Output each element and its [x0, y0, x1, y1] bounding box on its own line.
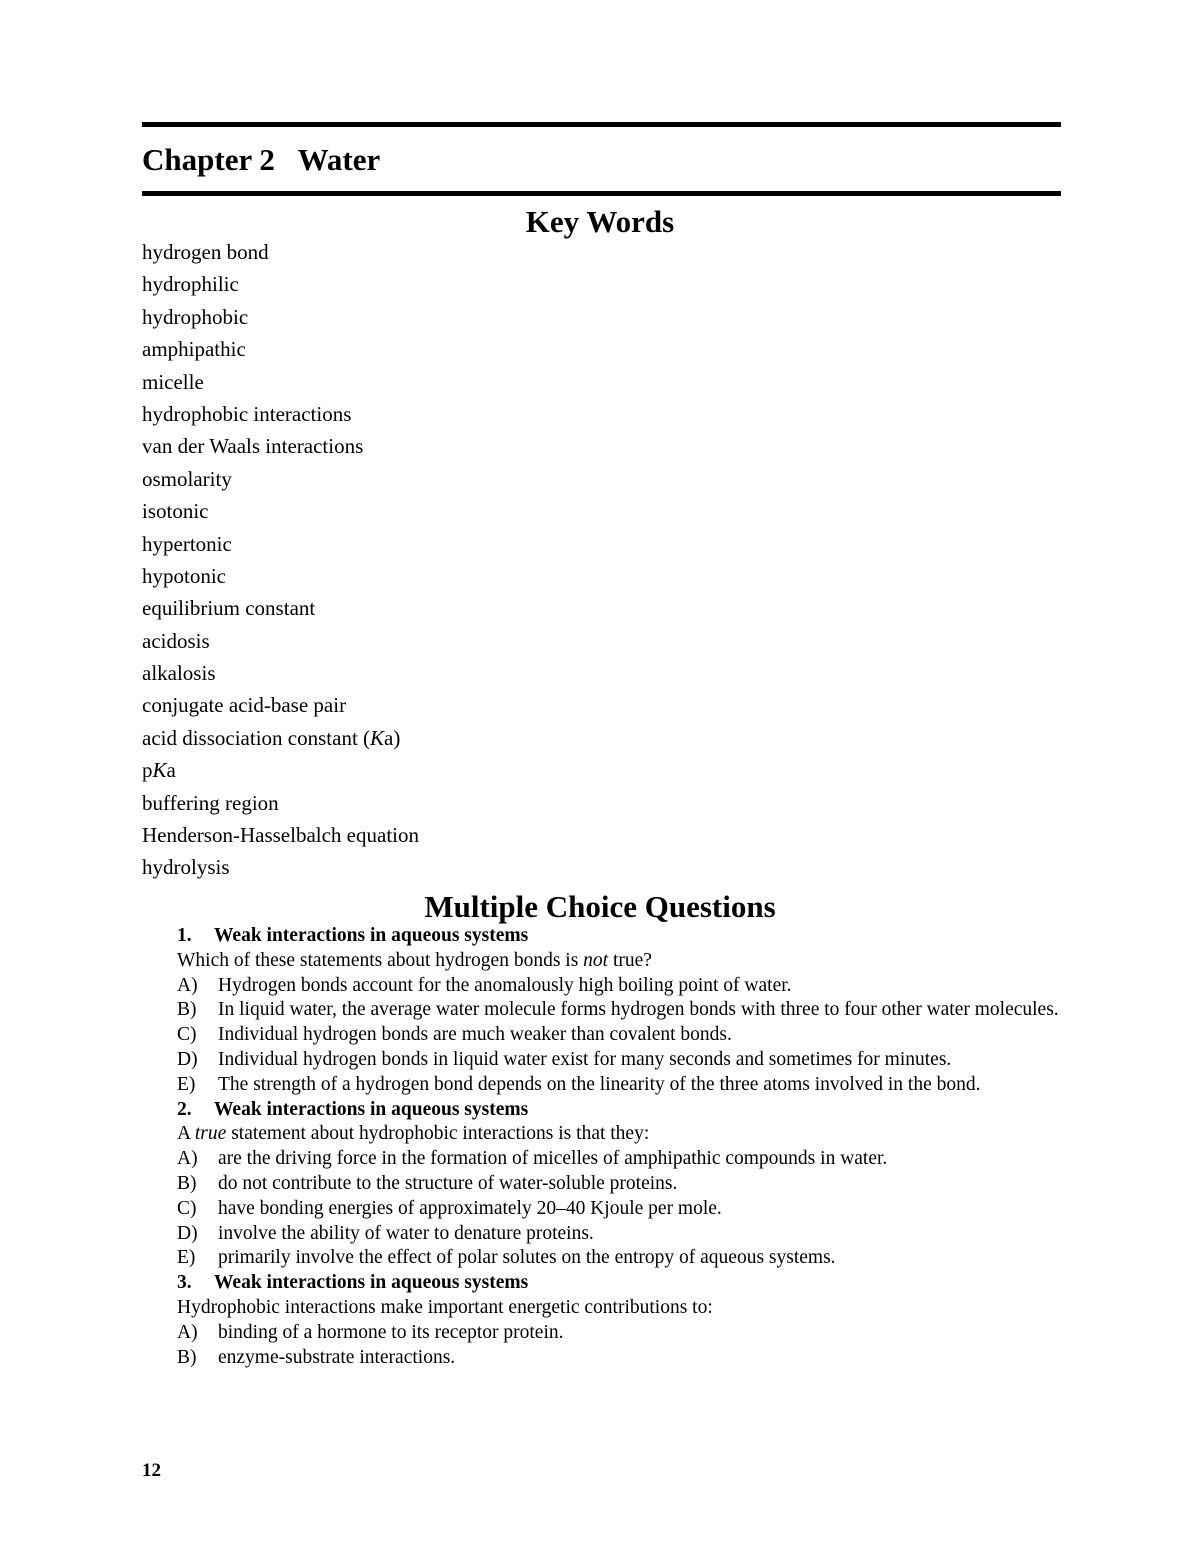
answer-option	[177, 974, 1077, 999]
answer-option	[177, 1048, 1077, 1073]
question-title	[177, 1271, 1077, 1296]
key-word-item: van der Waals interactions	[142, 434, 364, 459]
question-stem-text: true?	[608, 949, 652, 971]
question-topic: Weak interactions in aqueous systems	[214, 1272, 529, 1294]
key-word-item: hydrophobic	[142, 304, 249, 329]
option-letter: A)	[177, 1148, 198, 1170]
mcq-heading: Multiple Choice Questions	[424, 889, 776, 924]
option-letter: B)	[177, 1346, 197, 1368]
question-number: 1.	[177, 925, 192, 946]
key-word-item: acidosis	[142, 628, 210, 653]
question-stem-text: Which of these statements about hydrogen bonds is	[177, 949, 584, 971]
key-word-item: amphipathic	[142, 337, 246, 362]
option-text: Individual hydrogen bonds are much weaker than covalent bonds.	[218, 1024, 732, 1046]
question-stem-text: statement about hydrophobic interactions is that they:	[226, 1123, 650, 1145]
key-words-list	[142, 236, 419, 884]
top-rule	[142, 122, 1061, 127]
option-text: are the driving force in the formation of micelles of amphipathic compounds in water.	[218, 1148, 888, 1170]
answer-option	[177, 1197, 1077, 1222]
answer-option	[177, 1073, 1077, 1098]
answer-option	[177, 1147, 1077, 1172]
option-text: primarily involve the effect of polar solutes on the entropy of aqueous systems.	[218, 1247, 836, 1269]
key-word-item: hypertonic	[142, 531, 232, 556]
option-text: binding of a hormone to its receptor protein.	[218, 1321, 564, 1343]
option-text: involve the ability of water to denature proteins.	[218, 1222, 594, 1244]
answer-option	[177, 1222, 1077, 1247]
option-letter: E)	[177, 1073, 196, 1095]
key-word-item: hydrolysis	[142, 855, 230, 880]
key-words-heading: Key Words	[525, 204, 675, 239]
option-letter: C)	[177, 1197, 197, 1219]
option-letter: A)	[177, 974, 198, 996]
question	[177, 924, 1077, 1098]
key-word-item: buffering region	[142, 790, 279, 815]
option-text: have bonding energies of approximately 20–40 Kjoule per mole.	[218, 1197, 722, 1219]
option-letter: E)	[177, 1247, 196, 1269]
question-number: 2.	[177, 1098, 192, 1120]
question-topic: Weak interactions in aqueous systems	[214, 925, 529, 946]
question-stem	[177, 1296, 1077, 1321]
answer-option	[177, 1023, 1077, 1048]
questions-section	[177, 924, 1077, 1370]
question-stem	[177, 1122, 1077, 1147]
option-letter: D)	[177, 1048, 198, 1070]
option-text: enzyme-substrate interactions.	[218, 1346, 456, 1368]
key-word-item: hydrophobic interactions	[142, 401, 352, 426]
question	[177, 1098, 1077, 1272]
key-word-item: hydrogen bond	[142, 240, 269, 264]
page-number: 12	[142, 1460, 161, 1481]
key-word-item: pKa	[142, 758, 176, 783]
option-letter: B)	[177, 1172, 197, 1194]
question-stem-emphasis: true	[194, 1123, 227, 1145]
key-word-item: micelle	[142, 369, 204, 394]
option-letter: B)	[177, 999, 197, 1021]
option-letter: D)	[177, 1222, 198, 1244]
option-letter: C)	[177, 1024, 197, 1046]
option-text: do not contribute to the structure of water-soluble proteins.	[218, 1172, 678, 1194]
key-word-item: isotonic	[142, 499, 209, 524]
key-word-item: alkalosis	[142, 661, 216, 686]
option-letter: A)	[177, 1321, 198, 1343]
question-topic: Weak interactions in aqueous systems	[214, 1098, 529, 1120]
key-word-item: equilibrium constant	[142, 596, 316, 621]
answer-option	[177, 998, 1077, 1023]
bottom-rule	[142, 191, 1061, 196]
key-word-item: Henderson-Hasselbalch equation	[142, 823, 419, 848]
key-word-item: hypotonic	[142, 563, 226, 588]
answer-option	[177, 1246, 1077, 1271]
key-word-item: conjugate acid-base pair	[142, 693, 347, 718]
question-stem-text: A	[177, 1123, 195, 1145]
key-word-item: acid dissociation constant (Ka)	[142, 725, 401, 750]
question-number: 3.	[177, 1272, 192, 1294]
key-word-item: hydrophilic	[142, 272, 239, 297]
option-text: Hydrogen bonds account for the anomalously high boiling point of water.	[218, 974, 792, 996]
question-stem-emphasis: not	[583, 949, 609, 971]
question	[177, 1271, 1077, 1370]
answer-option	[177, 1346, 1077, 1371]
question-stem	[177, 949, 1077, 974]
question-title	[177, 1098, 1077, 1123]
option-text: Individual hydrogen bonds in liquid water exist for many seconds and sometimes for minutes.	[218, 1048, 952, 1070]
option-text: In liquid water, the average water molecule forms hydrogen bonds with three to four other water molecules.	[218, 999, 1059, 1021]
answer-option	[177, 1321, 1077, 1346]
question-stem-text: Hydrophobic interactions make important energetic contributions to:	[177, 1296, 713, 1318]
chapter-title: Chapter 2 Water	[142, 142, 381, 177]
option-text: The strength of a hydrogen bond depends on the linearity of the three atoms involved in the bond.	[218, 1073, 981, 1095]
key-word-item: osmolarity	[142, 466, 232, 491]
question-title	[177, 924, 1077, 949]
answer-option	[177, 1172, 1077, 1197]
